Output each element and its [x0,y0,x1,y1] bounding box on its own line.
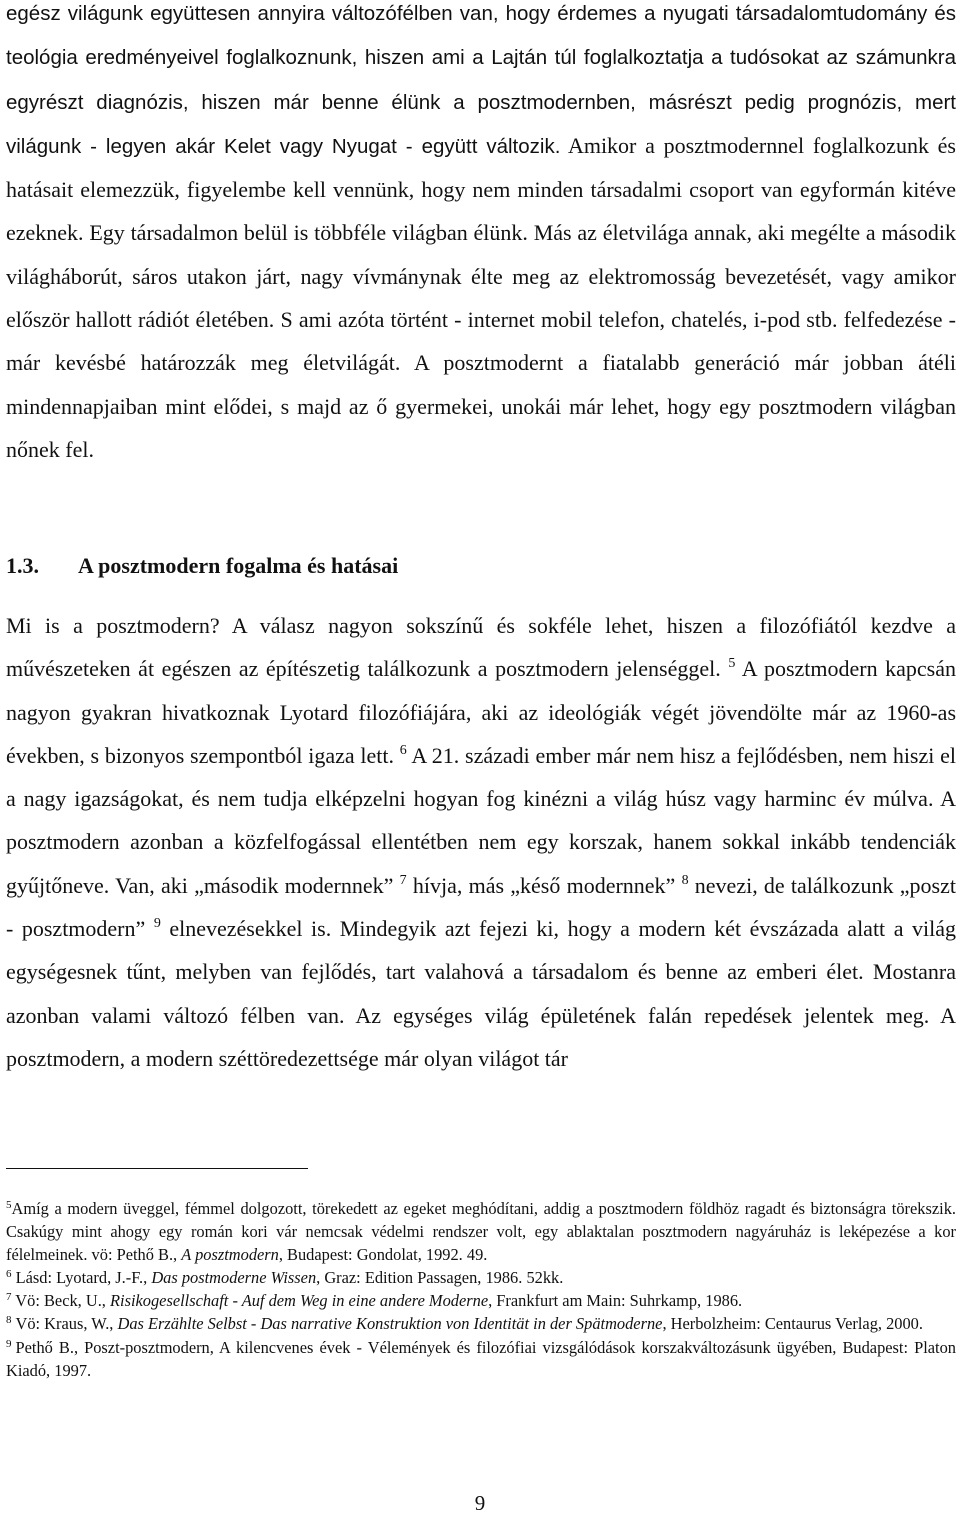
footnote-number: 7 [6,1291,12,1304]
footnote-title: Risikogesellschaft - Auf dem Weg in eine andere Moderne [110,1291,489,1311]
footnote-ref-9[interactable]: 9 [153,916,161,932]
footnote-title: A posztmodern [181,1245,279,1265]
section-number: 1.3. [6,553,39,578]
paragraph-2-text-1: Mi is a posztmodern? A válasz nagyon sokszínű és sokféle lehet, hiszen a filozófiától kezdve a művészeteken át egészen az építészetig találkozunk a posztmodern jelenséggel. [6,613,956,682]
footnote-number: 9 [6,1337,12,1350]
footnote-9 [6,1336,956,1382]
paragraph-1-sentence-1: egész világunk együttesen annyira változófélben van, hogy érdemes a nyugati társadalomtudomány és teológia eredményeivel foglalkoznunk, hiszen ami a Lajtán túl foglalkoztatja a tudósokat az számunkra egyrészt diagnózis, hiszen már benne élünk a posztmodernben, másrészt pedig prognózis, mert világunk - legyen akár Kelet vagy Nyugat - együtt változik. [6,2,956,158]
footnote-rest: , Herbolzheim: Centaurus Verlag, 2000. [662,1314,923,1334]
footnote-5 [6,1197,956,1266]
footnote-ref-6[interactable]: 6 [399,742,407,758]
footnote-6 [6,1266,956,1289]
footnote-number: 5 [6,1199,12,1211]
paragraph-2-text-3: A 21. századi ember már nem hisz a fejlődésben, nem hiszi el a nagy igazságokat, és nem tudja elképzelni hogyan fog kinézni a világ húsz vagy harminc év múlva. A posztmodern azonban a közfelfogással ellentétben nem egy korszak, hanem sokkal inkább tendenciák gyűjtőneve. Van, aki „második modernnek” [6,742,957,898]
footnote-text: Amíg a modern üveggel, fémmel dolgozott, törekedett az egeket meghódítani, addig a posztmodern földhöz ragadt és biztonságra törekszik. Csakúgy mint ahogy egy román kori vár nemcsak védelmi rendszer volt, egy ablaktalan posztmodern nagyáruház is leképezése a kor félelmeinek. vö: Pethő B., [6,1199,956,1265]
footnote-rest: , Budapest: Gondolat, 1992. 49. [278,1245,488,1265]
footnote-text: Vö: Beck, U., [11,1291,110,1311]
footnote-ref-7[interactable]: 7 [399,872,407,888]
footnote-number: 6 [6,1268,12,1281]
footnote-title: Das postmoderne Wissen [151,1268,317,1288]
footnote-text: Pethő B., Poszt-posztmodern, A kilencvenes évek - Vélemények és filozófiai vizsgálódások korszakváltozásunk ügyében, Budapest: Platon Kiadó, 1997. [6,1337,956,1380]
paragraph-2-text-4: hívja, más „késő modernnek” [406,872,676,898]
footnote-7 [6,1289,956,1312]
footnote-8 [6,1312,956,1335]
footnote-rest: , Frankfurt am Main: Suhrkamp, 1986. [488,1291,743,1311]
body-paragraph-2 [6,604,956,1080]
page-number: 9 [474,1491,486,1515]
footnote-text: Vö: Kraus, W., [15,1314,118,1334]
footnote-title: Das Erzählte Selbst - Das narrative Konstruktion von Identität in der Spätmoderne [117,1314,663,1334]
paragraph-1-sentence-3: A posztmodernt a fiatalabb generáció már jobban átéli mindennapjaiban mint elődei, s majd az ő gyermekei, unokái már lehet, hogy egy posztmodern világban nőnek fel. [6,350,956,462]
footnote-number: 8 [6,1314,12,1327]
footnote-ref-8[interactable]: 8 [681,872,689,888]
footnotes [6,1197,956,1382]
paragraph-2-text-5: nevezi, de találkozunk „poszt - posztmodern” [6,872,956,942]
body-paragraph-1 [6,0,956,471]
section-title: A posztmodern fogalma és hatásai [78,553,399,578]
paragraph-2-text-6: elnevezésekkel is. Mindegyik azt fejezi ki, hogy a modern két évszázada alatt a világ egységesnek tűnt, melyben van fejlődés, tart valahová a társadalom és benne az emberi élet. Mostanra azonban valami változó félben van. Az egységes világ épületének falán repedések jelentek meg. A posztmodern, a modern széttöredezettsége már olyan világot tár [6,916,957,1071]
section-heading [6,553,398,579]
footnote-text: Lásd: Lyotard, J.-F., [11,1268,152,1288]
footnote-ref-5[interactable]: 5 [728,656,736,672]
paragraph-2-text-2: A posztmodern kapcsán nagyon gyakran hivatkoznak Lyotard filozófiájára, aki az ideológiák végét jövendölte már az 1960-as években, s bizonyos szempontból igaza lett. [6,656,957,768]
footnote-rest: , Graz: Edition Passagen, 1986. 52kk. [316,1268,564,1288]
footnote-separator [6,1168,308,1169]
paragraph-1-sentence-2: Amikor a posztmodernnel foglalkozunk és hatásait elemezzük, figyelembe kell vennünk, hogy nem minden társadalmi csoport van egyformán kitéve ezeknek. Egy társadalmon belül is többféle világban élünk. Más az életvilága annak, aki megélte a második világháborút, sáros utakon járt, nagy vívmánynak élte meg az elektromosság bevezetését, vagy amikor először hallott rádiót életében. S ami azóta történt - internet mobil telefon, chatelés, i-pod stb. felfedezése - már kevésbé határozzák meg életvilágát. [6,132,956,376]
